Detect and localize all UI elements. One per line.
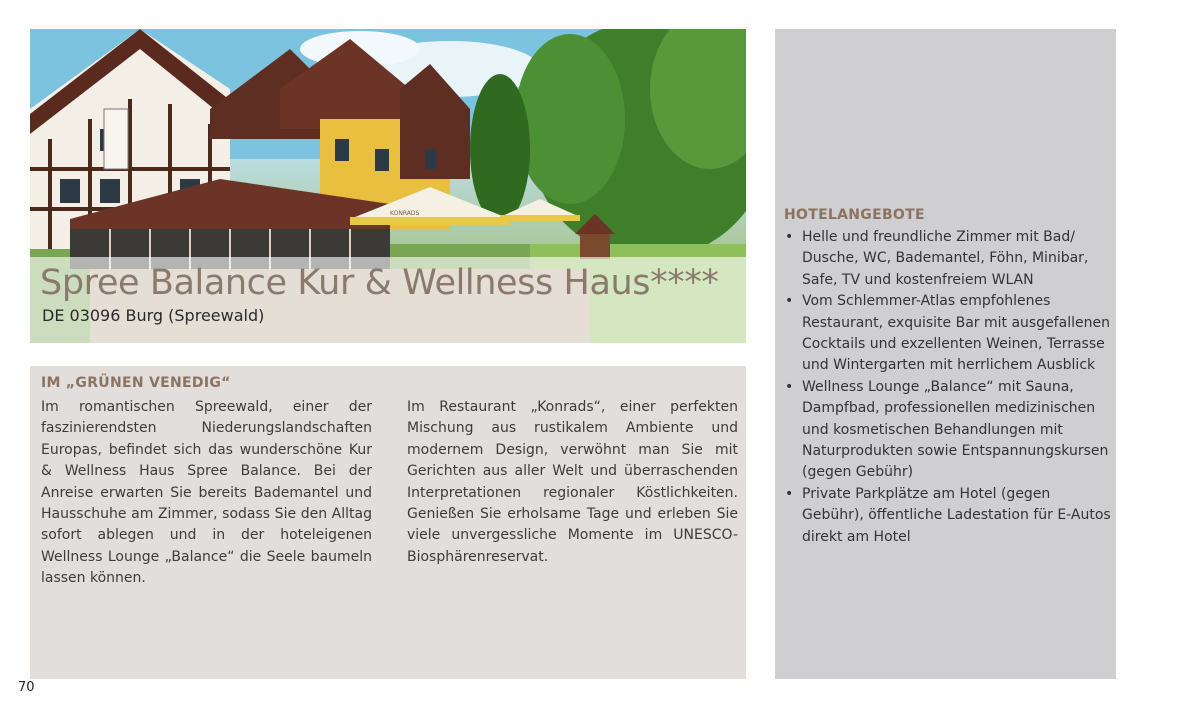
offers-panel bbox=[775, 29, 1116, 679]
umbrella-sign: KONRADS bbox=[390, 210, 420, 217]
hotel-location: DE 03096 Burg (Spreewald) bbox=[42, 306, 265, 325]
description-heading: IM „GRÜNEN VENEDIG“ bbox=[41, 375, 231, 391]
list-item: • Wellness Lounge „Balance“ mit Sauna, Dampfbad, professionellen medizinischen und kosmetischen Behandlungen mit Naturprodukten sowie Entspannungskursen (gegen Gebühr) bbox=[785, 378, 1109, 481]
description-panel bbox=[30, 366, 746, 679]
offers-heading: HOTELANGEBOTE bbox=[784, 207, 925, 223]
hotel-photo bbox=[30, 29, 746, 343]
bullet-icon: • bbox=[785, 229, 794, 245]
list-item: • Vom Schlemmer-Atlas empfohlenes Restaurant, exquisite Bar mit ausgefallenen Cocktails und exzellenten Weinen, Terrasse und Wintergarten mit herrlichem Ausblick bbox=[785, 293, 1110, 374]
list-item: • Helle und freundliche Zimmer mit Bad/ Dusche, WC, Bademantel, Föhn, Minibar, Safe, TV und kostenfreiem WLAN bbox=[785, 229, 1089, 288]
list-item: • Private Parkplätze am Hotel (gegen Gebühr), öffentliche Ladestation für E-Autos direkt am Hotel bbox=[785, 485, 1111, 545]
offers-list bbox=[784, 227, 1114, 548]
bullet-icon: • bbox=[785, 485, 794, 502]
bullet-icon: • bbox=[785, 293, 794, 310]
description-left-column: Im romantischen Spreewald, einer der faszinierendsten Niederungslandschaften Europas, befindet sich das wunderschöne Kur & Wellness Haus Spree Balance. Bei der Anreise erwarten Sie bereits Bademantel und Hausschuhe am Zimmer, sodass Sie den Alltag sofort ablegen und in der hoteleigenen Wellness Lounge „Balance“ die Seele baumeln lassen können. bbox=[41, 399, 372, 587]
page-number: 70 bbox=[18, 680, 35, 695]
description-right-column: Im Restaurant „Konrads“, einer perfekten Mischung aus rustikalem Ambiente und modernem Design, verwöhnt man Sie mit Gerichten aus aller Welt und überraschenden Interpretationen regionaler Köstlichkeiten. Genießen Sie erholsame Tage und erleben Sie viele unvergessliche Momente im UNESCO-Biosphärenreservat. bbox=[407, 399, 738, 565]
hotel-title: Spree Balance Kur & Wellness Haus**** bbox=[40, 263, 719, 303]
bullet-icon: • bbox=[785, 378, 794, 395]
